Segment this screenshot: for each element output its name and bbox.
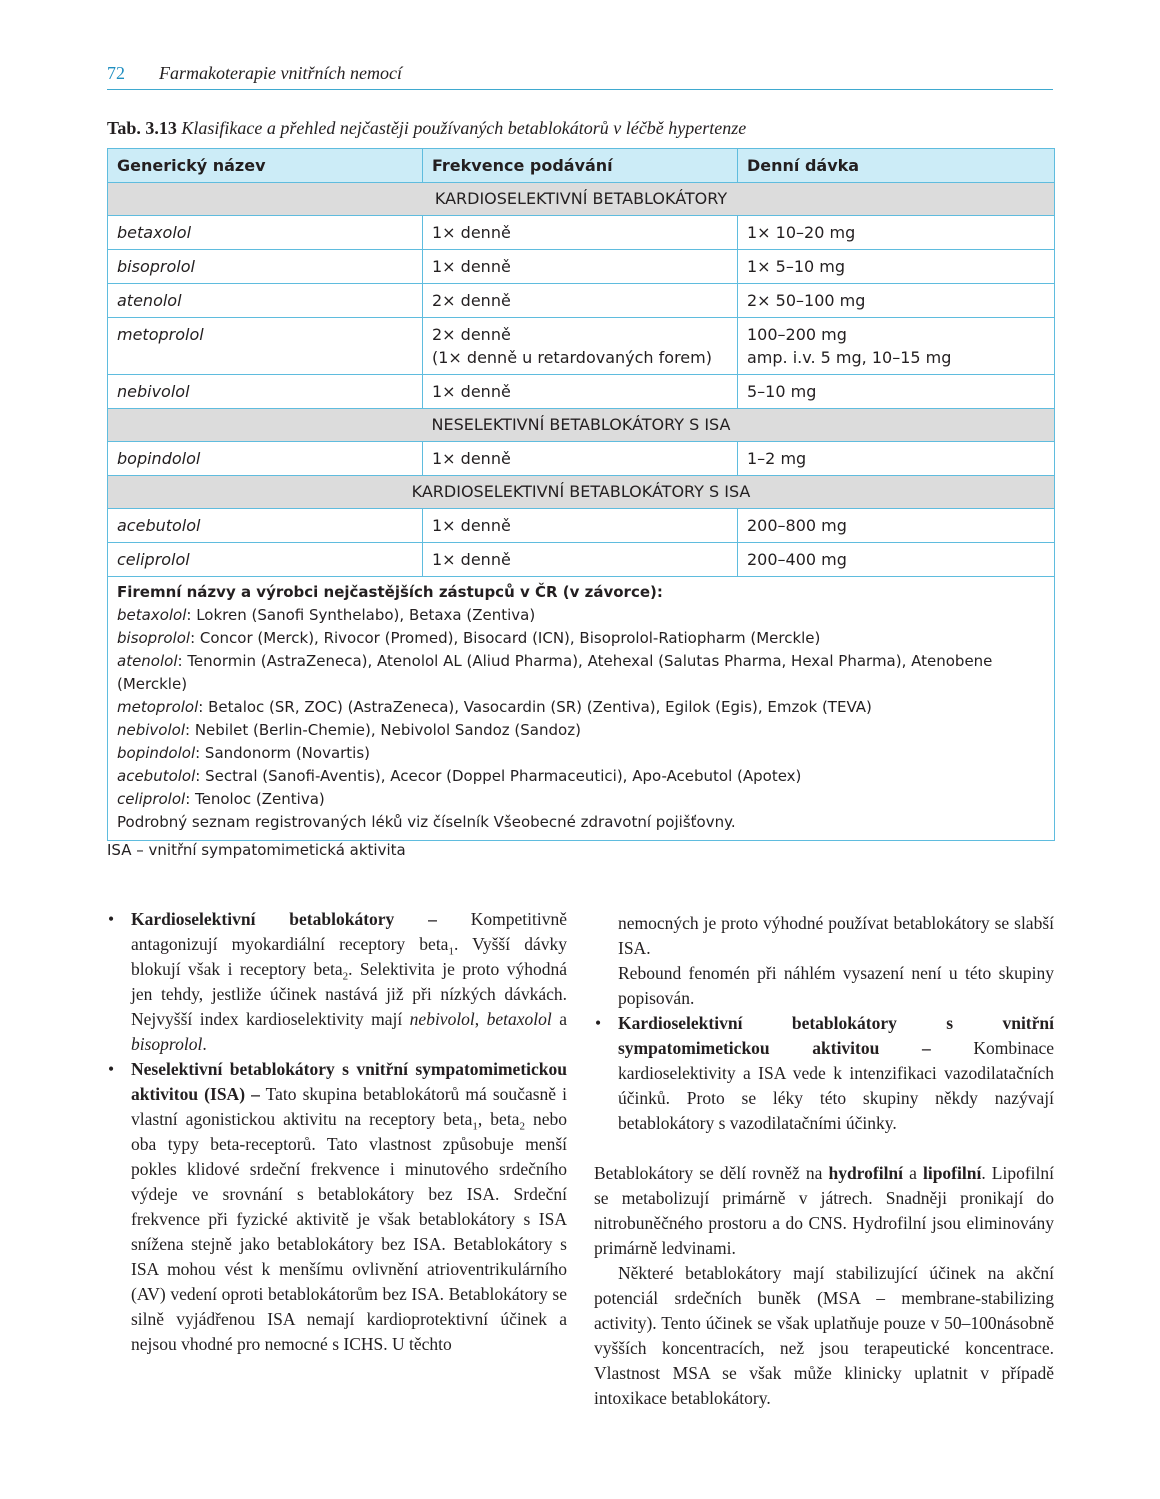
col-header-generic: Generický název [108, 149, 423, 183]
brand-drug: nebivolol [117, 721, 185, 739]
brand-line [117, 604, 1045, 627]
cell-generic: nebivolol [108, 375, 423, 409]
brand-names-heading: Firemní názvy a výrobci nejčastějších zástupců v ČR (v závorce): [117, 583, 663, 601]
col-header-frequency: Frekvence podávání [423, 149, 738, 183]
bullet-text: Kompetitivně antagonizují myokardiální receptory beta [131, 909, 568, 954]
text-column-left [107, 907, 567, 1357]
section-row [108, 476, 1055, 509]
dose-note: amp. i.v. 5 mg, 10–15 mg [747, 348, 952, 367]
table-row [108, 250, 1055, 284]
paragraph-text: a [903, 1163, 923, 1183]
section-row [108, 183, 1055, 216]
cell-frequency: 1× denně [423, 250, 738, 284]
bullet-text: , [474, 1009, 487, 1029]
brand-drug: bisoprolol [117, 629, 191, 647]
cell-generic: celiprolol [108, 543, 423, 577]
section-cardioselective-isa: KARDIOSELEKTIVNÍ BETABLOKÁTORY S ISA [108, 476, 1055, 509]
brand-text: : Nebilet (Berlin-Chemie), Nebivolol Sandoz (Sandoz) [185, 721, 581, 739]
brand-text: : Sandonorm (Novartis) [195, 744, 371, 762]
table-row [108, 543, 1055, 577]
bullet-text: . Vyšší dávky blokují však i receptory beta [131, 934, 567, 979]
brand-drug: betaxolol [117, 606, 187, 624]
cell-dose: 1× 10–20 mg [738, 216, 1055, 250]
betablocker-table [107, 148, 1055, 841]
term: lipofilní [922, 1163, 982, 1183]
cell-dose: 5–10 mg [738, 375, 1055, 409]
table-row [108, 509, 1055, 543]
bullet-continuation: nemocných je proto výhodné používat betablokátory se slabší ISA. [618, 913, 1054, 958]
brand-drug: acebutolol [117, 767, 196, 785]
running-header [107, 63, 1053, 90]
bullet-text: . [202, 1034, 207, 1054]
brand-drug: celiprolol [117, 790, 186, 808]
paragraph-text: Betablokátory se dělí rovněž na [594, 1163, 829, 1183]
brand-text: : Betaloc (SR, ZOC) (AstraZeneca), Vasocardin (SR) (Zentiva), Egilok (Egis), Emzok (TEVA) [198, 698, 872, 716]
registry-note: Podrobný seznam registrovaných léků viz číselník Všeobecné zdravotní pojišťovny. [117, 813, 736, 831]
cell-frequency [423, 318, 738, 375]
drug-name: nebivolol [409, 1009, 475, 1029]
cell-generic: acebutolol [108, 509, 423, 543]
bullet-continuation: Rebound fenomén při náhlém vysazení není u této skupiny popisován. [618, 963, 1054, 1008]
dose-line: 100–200 mg [747, 325, 847, 344]
cell-dose: 1× 5–10 mg [738, 250, 1055, 284]
cell-dose: 200–400 mg [738, 543, 1055, 577]
brand-line [117, 788, 1045, 811]
table-header-row [108, 149, 1055, 183]
bullet-mark: • [595, 1013, 602, 1033]
bullet-cardioselective-isa [594, 1011, 1054, 1136]
text-column-right [594, 911, 1054, 1411]
brand-drug: bopindolol [117, 744, 196, 762]
bullet-text: , beta [477, 1109, 520, 1129]
bullet-title: Kardioselektivní betablokátory s vnitřní sympatomimetickou aktivitou – [618, 1013, 1054, 1058]
book-title: Farmakoterapie vnitřních nemocí [159, 63, 402, 83]
cell-frequency: 1× denně [423, 543, 738, 577]
subscript: 2 [342, 970, 349, 983]
page-number: 72 [107, 63, 125, 83]
subscript: 1 [448, 945, 454, 958]
freq-line: 2× denně [432, 325, 511, 344]
brand-line [117, 719, 1045, 742]
bullet-mark: • [108, 1059, 115, 1079]
drug-name: bisoprolol [131, 1034, 203, 1054]
cell-dose: 200–800 mg [738, 509, 1055, 543]
cell-dose [738, 318, 1055, 375]
cell-dose: 2× 50–100 mg [738, 284, 1055, 318]
subscript: 1 [472, 1120, 478, 1133]
brand-text: : Concor (Merck), Rivocor (Promed), Bisocard (ICN), Bisoprolol-Ratiopharm (Merckle) [190, 629, 821, 647]
bullet-nonselective-isa [107, 1057, 567, 1357]
bullet-text: a [551, 1009, 567, 1029]
table-label: Tab. 3.13 [107, 118, 177, 138]
paragraph-text: . Lipofilní se metabolizují primárně v játrech. Snadněji pronikají do nitrobuněčného prostoru a do CNS. Hydrofilní jsou eliminovány primárně ledvinami. [594, 1163, 1054, 1258]
cell-frequency: 2× denně [423, 284, 738, 318]
table-footer-row [108, 577, 1055, 841]
brand-text: : Tenormin (AstraZeneca), Atenolol AL (Aliud Pharma), Atehexal (Salutas Pharma, Hexal Pharma), Atenobene (Merckle) [117, 652, 993, 693]
section-row [108, 409, 1055, 442]
bullet-title: Neselektivní betablokátory s vnitřní sympatomimetickou aktivitou (ISA) – [131, 1059, 567, 1104]
brand-text: : Tenoloc (Zentiva) [185, 790, 325, 808]
brand-text: : Sectral (Sanofi-Aventis), Acecor (Doppel Pharmaceutici), Apo-Acebutol (Apotex) [195, 767, 802, 785]
bullet-text: Tato skupina betablokátorů má současně i vlastní agonistickou aktivitu na receptory beta [131, 1084, 567, 1129]
table-row [108, 284, 1055, 318]
brand-text: : Lokren (Sanofi Synthelabo), Betaxa (Zentiva) [186, 606, 536, 624]
cell-frequency: 1× denně [423, 216, 738, 250]
cell-frequency: 1× denně [423, 375, 738, 409]
bullet-text: . Selektivita je proto výhodná jen tehdy, jestliže účinek nastává již při nízkých dávkách. Nejvyšší index kardioselektivity mají [131, 959, 567, 1029]
bullet-cardioselective [107, 907, 567, 1057]
col-header-dose: Denní dávka [738, 149, 1055, 183]
brand-line [117, 627, 1045, 650]
cell-generic: atenolol [108, 284, 423, 318]
drug-name: betaxolol [486, 1009, 552, 1029]
brand-line [117, 742, 1045, 765]
table-title: Klasifikace a přehled nejčastěji používaných betablokátorů v léčbě hypertenze [181, 118, 747, 138]
brand-drug: metoprolol [117, 698, 199, 716]
section-cardioselective: KARDIOSELEKTIVNÍ BETABLOKÁTORY [108, 183, 1055, 216]
brand-line [117, 650, 1045, 696]
cell-frequency: 1× denně [423, 442, 738, 476]
table-row [108, 375, 1055, 409]
paragraph-msa: Některé betablokátory mají stabilizující účinek na akční potenciál srdečních buněk (MSA – membrane-stabilizing activity). Tento účinek se však uplatňuje pouze v 50–100násobně vyšších koncentracích, než jsou terapeutické koncentrace. Vlastnost MSA se však může klinicky uplatnit v případě intoxikace betablokátory. [594, 1263, 1054, 1408]
cell-generic: bisoprolol [108, 250, 423, 284]
term: hydrofilní [828, 1163, 904, 1183]
table-row [108, 318, 1055, 375]
brand-line [117, 696, 1045, 719]
brand-drug: atenolol [117, 652, 178, 670]
paragraph-hydrophilic-lipophilic [594, 1161, 1054, 1261]
brand-names-note [108, 577, 1055, 841]
bullet-text: nebo oba typy beta-receptorů. Tato vlastnost způsobuje menší pokles klidové srdeční frekvence i minutového srdečního výdeje ve srovnání s betablokátory bez ISA. Srdeční frekvence při fyzické aktivitě je však betablokátory s ISA snížena stejně jako betablokátory bez ISA. Betablokátory s ISA mohou vést k menšímu ovlivnění atrioventrikulárního (AV) vedení oproti betablokátorům bez ISA. Betablokátory se silně vyjádřenou ISA nemají kardioprotektivní účinek a nejsou vhodné pro nemocné s ICHS. U těchto [131, 1109, 567, 1354]
cell-frequency: 1× denně [423, 509, 738, 543]
freq-note: (1× denně u retardovaných forem) [432, 348, 712, 367]
cell-dose: 1–2 mg [738, 442, 1055, 476]
subscript: 2 [519, 1120, 525, 1133]
brand-line [117, 765, 1045, 788]
cell-generic: metoprolol [108, 318, 423, 375]
table-caption [107, 118, 746, 139]
section-nonselective-isa: NESELEKTIVNÍ BETABLOKÁTORY S ISA [108, 409, 1055, 442]
abbreviation-note: ISA – vnitřní sympatomimetická aktivita [107, 841, 406, 859]
table-row [108, 442, 1055, 476]
cell-generic: betaxolol [108, 216, 423, 250]
bullet-mark: • [108, 909, 115, 929]
table-row [108, 216, 1055, 250]
cell-generic: bopindolol [108, 442, 423, 476]
bullet-text: Kombinace kardioselektivity a ISA vede k intenzifikaci vazodilatačních účinků. Proto se léky této skupiny někdy nazývají betablokátory s vazodilatačními účinky. [618, 1038, 1054, 1133]
bullet-title: Kardioselektivní betablokátory – [131, 909, 437, 929]
